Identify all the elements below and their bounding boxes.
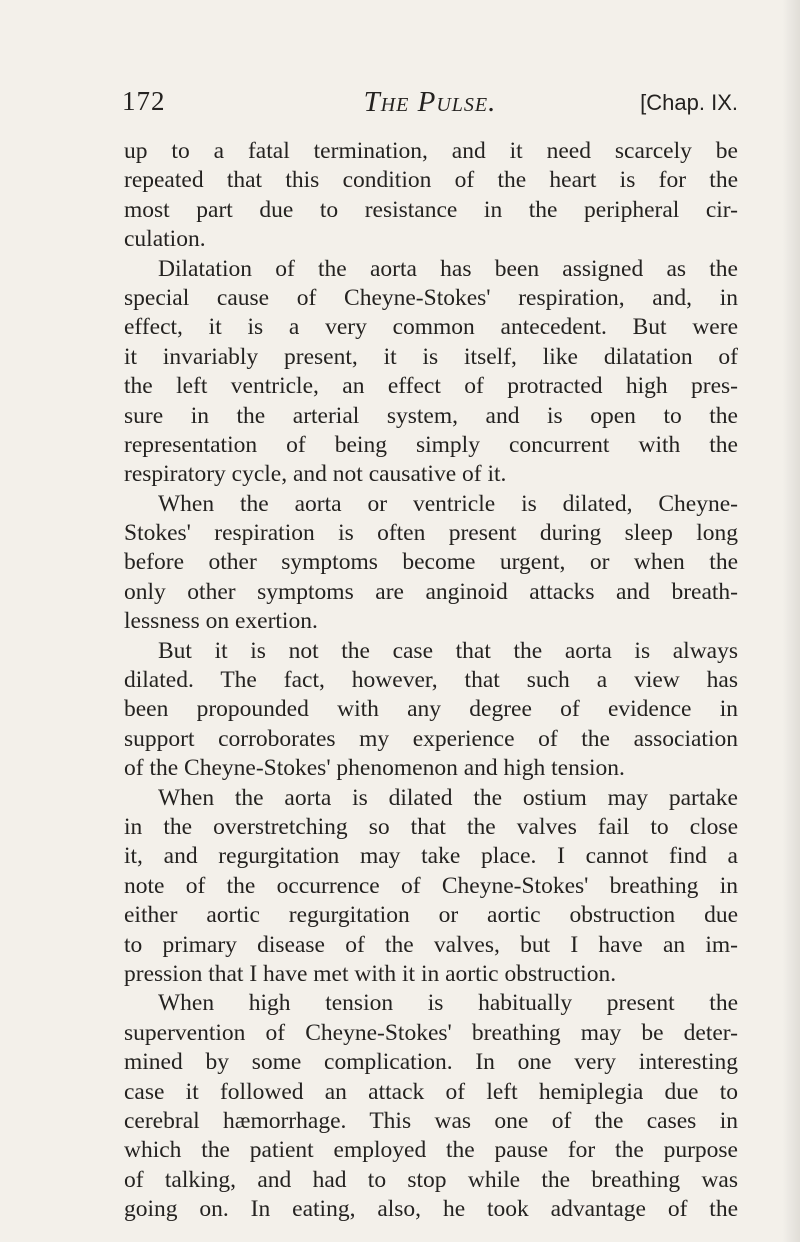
text-line: pression that I have met with it in aortic obstruction. bbox=[124, 960, 617, 987]
text-line: dilated. The fact, however, that such a view has bbox=[124, 667, 738, 694]
chapter-label: [Chap. IX. bbox=[640, 90, 738, 115]
text-line: lessness on exertion. bbox=[124, 608, 318, 635]
text-line: up to a fatal termination, and it need scarcely be bbox=[124, 138, 738, 164]
text-line: respiratory cycle, and not causative of it. bbox=[124, 461, 507, 488]
text-line: supervention of Cheyne-Stokes' breathing may be deter- bbox=[124, 1019, 738, 1046]
text-line: going on. In eating, also, he took advantage of the bbox=[124, 1196, 738, 1223]
text-line: case it followed an attack of left hemiplegia due to bbox=[124, 1078, 738, 1105]
text-line: support corroborates my experience of the association bbox=[124, 725, 738, 752]
text-line: effect, it is a very common antecedent. But were bbox=[124, 314, 738, 341]
text-line: When high tension is habitually present the bbox=[158, 990, 738, 1017]
text-line: note of the occurrence of Cheyne-Stokes' breathing in bbox=[124, 872, 738, 899]
page-edge-shadow bbox=[782, 0, 800, 1242]
text-line: culation. bbox=[124, 226, 206, 253]
text-line: either aortic regurgitation or aortic obstruction due bbox=[124, 902, 738, 929]
running-title: The Pulse. bbox=[363, 86, 497, 118]
text-line: to primary disease of the valves, but I have an im- bbox=[124, 931, 738, 958]
text-line: When the aorta is dilated the ostium may partake bbox=[158, 784, 738, 811]
text-line: sure in the arterial system, and is open to the bbox=[124, 402, 738, 429]
text-line: cerebral hæmorrhage. This was one of the cases in bbox=[124, 1107, 738, 1134]
page-number: 172 bbox=[122, 86, 166, 116]
body-text bbox=[124, 137, 738, 1224]
text-line: When the aorta or ventricle is dilated, Cheyne- bbox=[158, 490, 738, 517]
text-line: before other symptoms become urgent, or when the bbox=[124, 549, 738, 576]
text-line: the left ventricle, an effect of protracted high pres- bbox=[124, 373, 738, 400]
page-header bbox=[122, 86, 738, 126]
text-line: representation of being simply concurrent with the bbox=[124, 431, 738, 458]
text-line: But it is not the case that the aorta is always bbox=[158, 637, 738, 664]
text-line: special cause of Cheyne-Stokes' respiration, and, in bbox=[124, 284, 738, 311]
text-line: repeated that this condition of the heart is for the bbox=[124, 167, 738, 194]
text-line: of talking, and had to stop while the breathing was bbox=[124, 1166, 738, 1193]
text-line: of the Cheyne-Stokes' phenomenon and high tension. bbox=[124, 755, 625, 782]
text-line: it, and regurgitation may take place. I cannot find a bbox=[124, 843, 738, 870]
text-line: mined by some complication. In one very interesting bbox=[124, 1049, 738, 1076]
text-line: Dilatation of the aorta has been assigned as the bbox=[158, 255, 738, 282]
text-line: Stokes' respiration is often present during sleep long bbox=[124, 520, 738, 547]
text-line: in the overstretching so that the valves fail to close bbox=[124, 813, 738, 840]
text-line: only other symptoms are anginoid attacks and breath- bbox=[124, 578, 738, 605]
text-line: which the patient employed the pause for the purpose bbox=[124, 1137, 738, 1164]
text-line: most part due to resistance in the peripheral cir- bbox=[124, 196, 738, 223]
text-line: it invariably present, it is itself, like dilatation of bbox=[124, 343, 738, 370]
text-line: been propounded with any degree of evidence in bbox=[124, 696, 738, 723]
